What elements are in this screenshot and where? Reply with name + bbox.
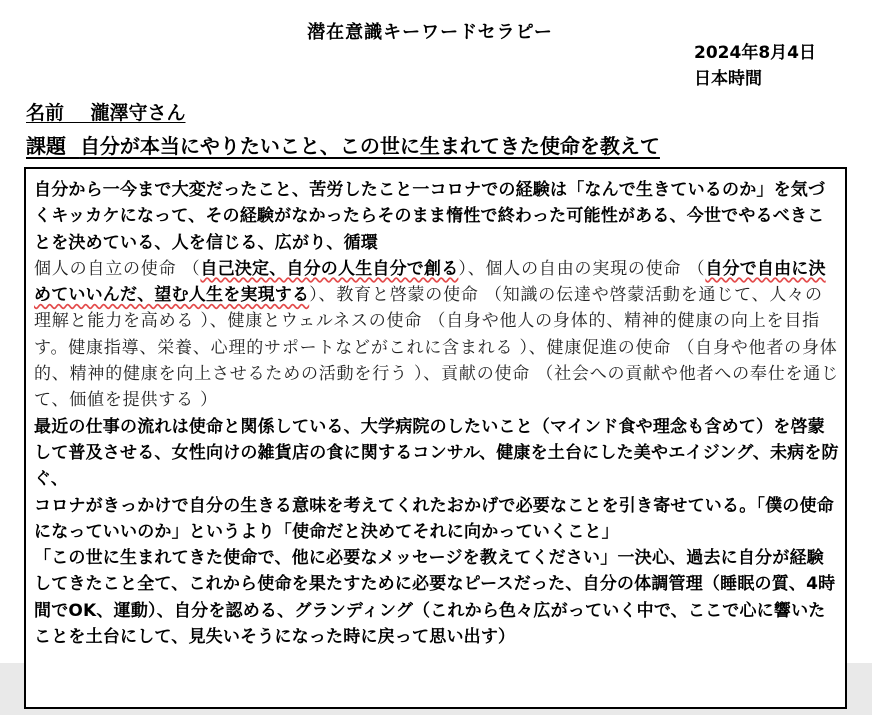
paragraph-2 xyxy=(34,256,839,414)
mission-text-a: 個人の自立の使命 （ xyxy=(34,258,201,279)
date-text: 2024年8月4日 xyxy=(694,43,816,63)
name-row xyxy=(26,98,186,125)
timezone-text: 日本時間 xyxy=(694,69,762,89)
mission-highlight-2: 自分で自由に決めていいんだ、望む人生を実現する xyxy=(34,258,826,306)
paragraph-3: 最近の仕事の流れは使命と関係している、大学病院のしたいこと（マインド食や理念も含めて）を啓蒙して普及させる、女性向けの雑貨店の食に関するコンサル、健康を土台にした美やエイジング、未病を防ぐ、 xyxy=(34,416,839,490)
mission-text-c: ）、教育と啓蒙の使命 （知識の伝達や啓蒙活動を通じて、人々の理解と能力を高める ）、健康とウェルネスの使命 （自身や他人の身体的、精神的健康の向上を目指す。健康指導、栄養、心理的サポートなどがこれに含まれる ）、健康促進の使命 （自身や他者の身体的、精神的健康を向上させるための活動を行う ）、貢献の使命 （社会への貢献や他者への奉仕を通じて、価値を提供する ） xyxy=(34,285,839,411)
mission-text-b: ）、個人の自由の実現の使命 （ xyxy=(458,258,706,279)
content-box xyxy=(24,167,847,709)
document-title: 潜在意識キーワードセラピー xyxy=(307,22,553,43)
name-value: 瀧澤守さん xyxy=(90,102,186,124)
paragraph-1: 自分から一今まで大変だったこと、苦労したこと一コロナでの経験は「なんで生きているのか」を気づくキッカケになって、その経験がなかったらそのまま惰性で終わった可能性がある、今世でやるべきことを決めている、人を信じる、広がり、循環 xyxy=(34,180,826,253)
paragraph-4: コロナがきっかけで自分の生きる意味を考えてくれたおかげで必要なことを引き寄せている。「僕の使命になっていいのか」というより「使命だと決めてそれに向かっていくこと」 xyxy=(34,495,834,542)
paragraph-5: 「この世に生まれてきた使命で、他に必要なメッセージを教えてください」一決心、過去に自分が経験してきたこと全て、これから使命を果たすために必要なピースだった、自分の体調管理（睡眠の質、4時間でOK、運動）、自分を認める、グランディング（これから色々広がっていく中で、ここで心に響いたことを土台にして、見失いそうになった時に戻って思い出す） xyxy=(34,548,836,648)
topic-value: 自分が本当にやりたいこと、この世に生まれてきた使命を教えて xyxy=(79,134,660,158)
topic-label: 課題 xyxy=(26,134,66,158)
mission-highlight-1: 自己決定、自分の人生自分で創る xyxy=(200,258,459,279)
topic-row xyxy=(26,130,660,159)
date-block xyxy=(694,40,816,92)
name-label: 名前 xyxy=(26,102,65,124)
